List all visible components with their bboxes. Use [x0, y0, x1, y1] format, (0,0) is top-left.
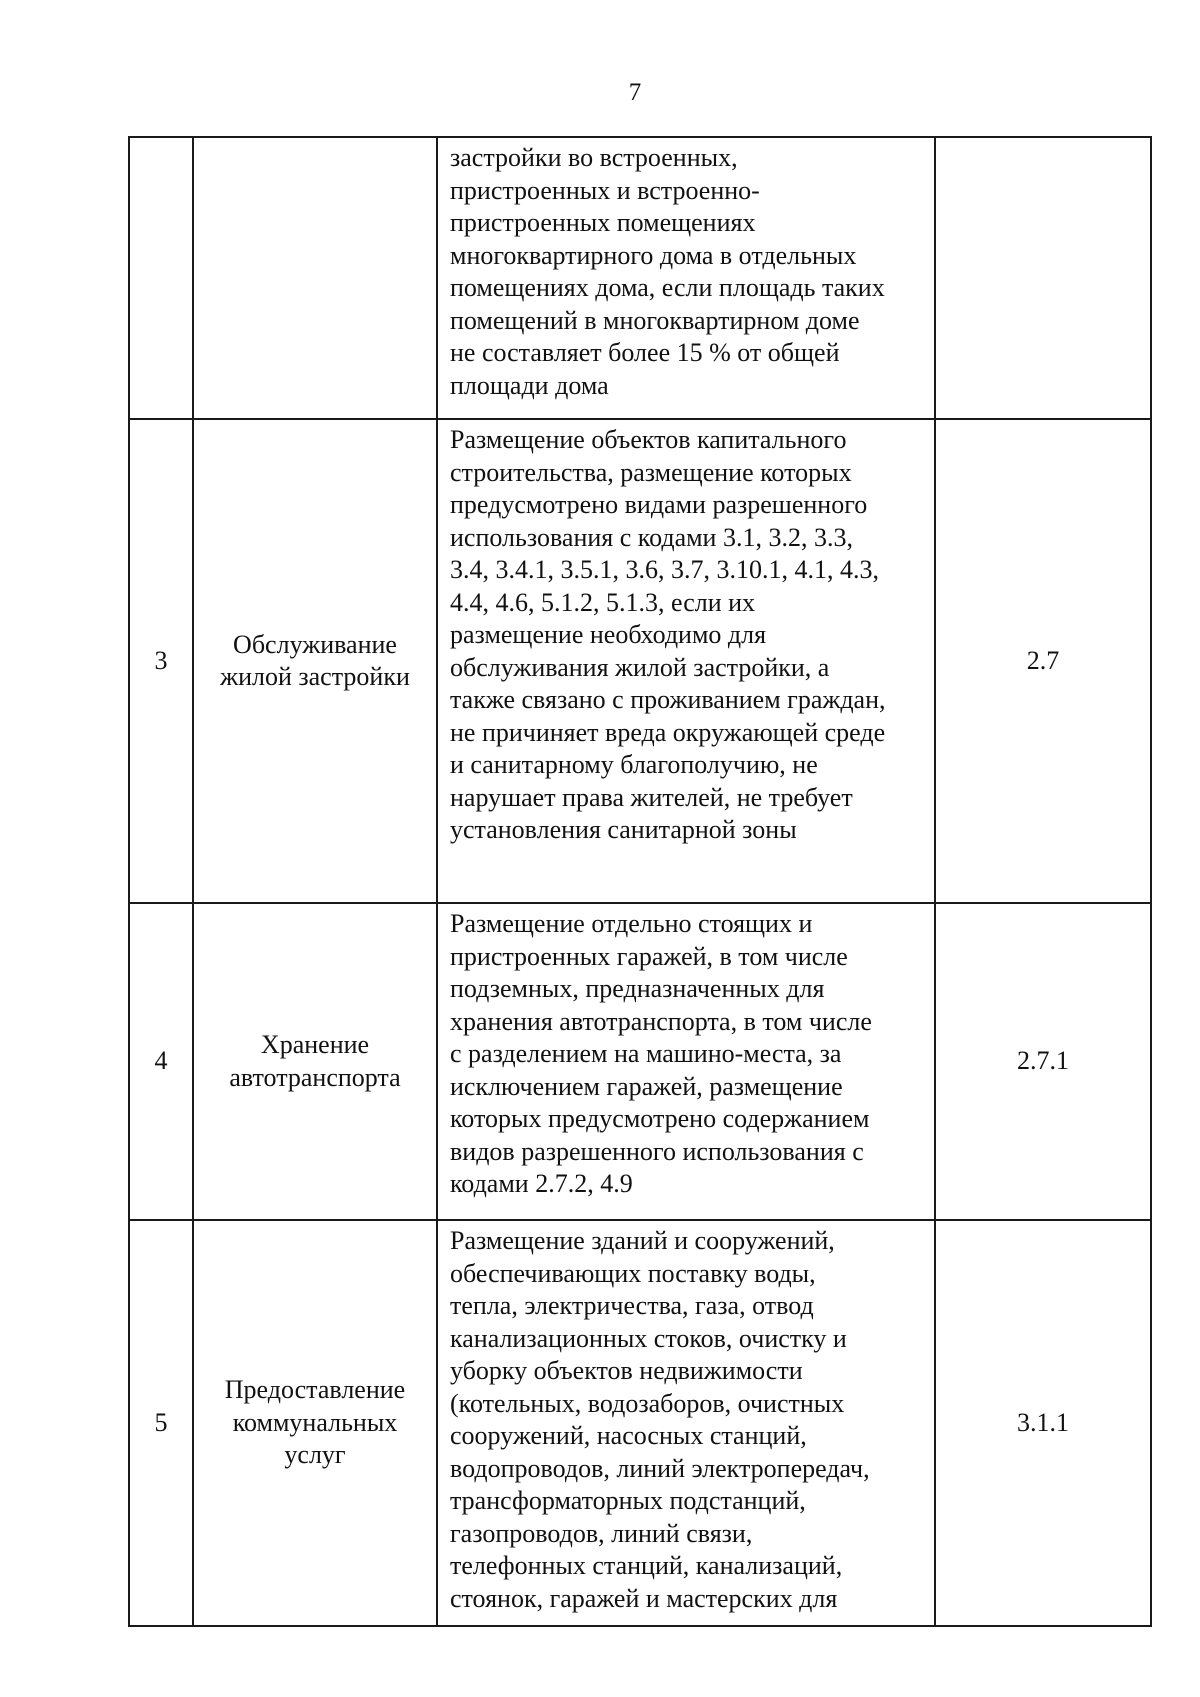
- row-description-line: газопроводов, линий связи,: [450, 1518, 753, 1548]
- row-description-line: канализационных стоков, очистку и: [450, 1323, 847, 1353]
- row-description-line: стоянок, гаражей и мастерских для: [450, 1583, 838, 1613]
- row-name-cell: [193, 1220, 437, 1626]
- row-description-line: пристроенных и встроенно-: [450, 175, 760, 205]
- row-description-line: помещений в многоквартирном доме: [450, 305, 860, 335]
- row-description-line: сооружений, насосных станций,: [450, 1421, 807, 1450]
- row-description-line: Размещение отдельно стоящих и: [450, 909, 813, 938]
- row-name-line: коммунальных: [232, 1407, 398, 1437]
- row-description-line: с разделением на машино-места, за: [450, 1039, 842, 1068]
- row-number-cell: 4: [129, 903, 193, 1220]
- table-body: [129, 137, 1151, 1626]
- row-description-line: подземных, предназначенных для: [450, 974, 825, 1003]
- row-code-cell: [935, 137, 1151, 419]
- row-description-line: пристроенных помещениях: [450, 208, 756, 237]
- row-description-line: 4.4, 4.6, 5.1.2, 5.1.3, если их: [450, 587, 756, 617]
- row-description-line: нарушает права жителей, не требует: [450, 782, 853, 812]
- row-description-line: хранения автотранспорта, в том числе: [450, 1006, 872, 1036]
- row-number-cell: 5: [129, 1220, 193, 1626]
- row-name-line: Обслуживание: [233, 629, 397, 659]
- row-code-cell: 3.1.1: [935, 1220, 1151, 1626]
- table-row: [129, 903, 1151, 1220]
- row-code-cell: 2.7.1: [935, 903, 1151, 1220]
- row-description-cell: [437, 137, 935, 419]
- row-description-line: пристроенных гаражей, в том числе: [450, 941, 848, 971]
- row-description-line: застройки во встроенных,: [450, 143, 738, 172]
- row-description-line: также связано с проживанием граждан,: [450, 685, 886, 714]
- row-description-line: (котельных, водозаборов, очистных: [450, 1388, 845, 1418]
- row-name-cell: [193, 903, 437, 1220]
- row-description-line: строительства, размещение которых: [450, 457, 852, 487]
- row-description-line: предусмотрено видами разрешенного: [450, 490, 868, 519]
- row-name-line: Предоставление: [224, 1375, 406, 1405]
- row-description-line: Размещение объектов капитального: [450, 425, 847, 454]
- row-description-line: установления санитарной зоны: [450, 815, 797, 844]
- row-name-cell: [193, 137, 437, 419]
- row-description-line: не составляет более 15 % от общей: [450, 338, 840, 367]
- row-name-line: Хранение: [260, 1030, 370, 1059]
- row-number-cell: 3: [129, 419, 193, 903]
- row-description-line: и санитарному благополучию, не: [450, 750, 818, 779]
- row-description-line: обеспечивающих поставку воды,: [450, 1258, 816, 1288]
- row-description-line: исключением гаражей, размещение: [450, 1071, 843, 1101]
- row-description-line: видов разрешенного использования с: [450, 1136, 864, 1166]
- row-description-line: помещениях дома, если площадь таких: [450, 273, 885, 302]
- land-use-table: [128, 136, 1152, 1627]
- row-description-line: водопроводов, линий электропередач,: [450, 1453, 870, 1483]
- row-description-line: трансформаторных подстанций,: [450, 1486, 806, 1515]
- row-description-line: уборку объектов недвижимости: [450, 1356, 803, 1385]
- row-name-line: жилой застройки: [220, 662, 410, 691]
- row-number-cell: [129, 137, 193, 419]
- row-code-cell: 2.7: [935, 419, 1151, 903]
- row-description-line: обслуживания жилой застройки, а: [450, 652, 830, 682]
- row-description-line: 3.4, 3.4.1, 3.5.1, 3.6, 3.7, 3.10.1, 4.1, 4.3,: [450, 555, 879, 584]
- row-description-line: не причиняет вреда окружающей среде: [450, 717, 886, 747]
- row-name-line: услуг: [284, 1440, 346, 1470]
- table-row: [129, 137, 1151, 419]
- row-description-cell: [437, 419, 935, 903]
- row-description-cell: [437, 1220, 935, 1626]
- row-description-line: многоквартирного дома в отдельных: [450, 240, 857, 270]
- row-name-cell: [193, 419, 437, 903]
- row-description-line: тепла, электричества, газа, отвод: [450, 1291, 814, 1320]
- row-description-line: которых предусмотрено содержанием: [450, 1104, 870, 1133]
- row-description-line: размещение необходимо для: [450, 620, 767, 649]
- table-row: [129, 419, 1151, 903]
- row-name-line: автотранспорта: [229, 1062, 401, 1092]
- row-description-line: использования с кодами 3.1, 3.2, 3.3,: [450, 522, 853, 552]
- page-number: 7: [628, 79, 642, 106]
- row-description-line: телефонных станций, канализаций,: [450, 1551, 843, 1580]
- row-description-line: площади дома: [450, 370, 609, 400]
- row-description-cell: [437, 903, 935, 1220]
- row-description-line: Размещение зданий и сооружений,: [450, 1226, 835, 1255]
- row-description-line: кодами 2.7.2, 4.9: [450, 1169, 633, 1198]
- table-row: [129, 1220, 1151, 1626]
